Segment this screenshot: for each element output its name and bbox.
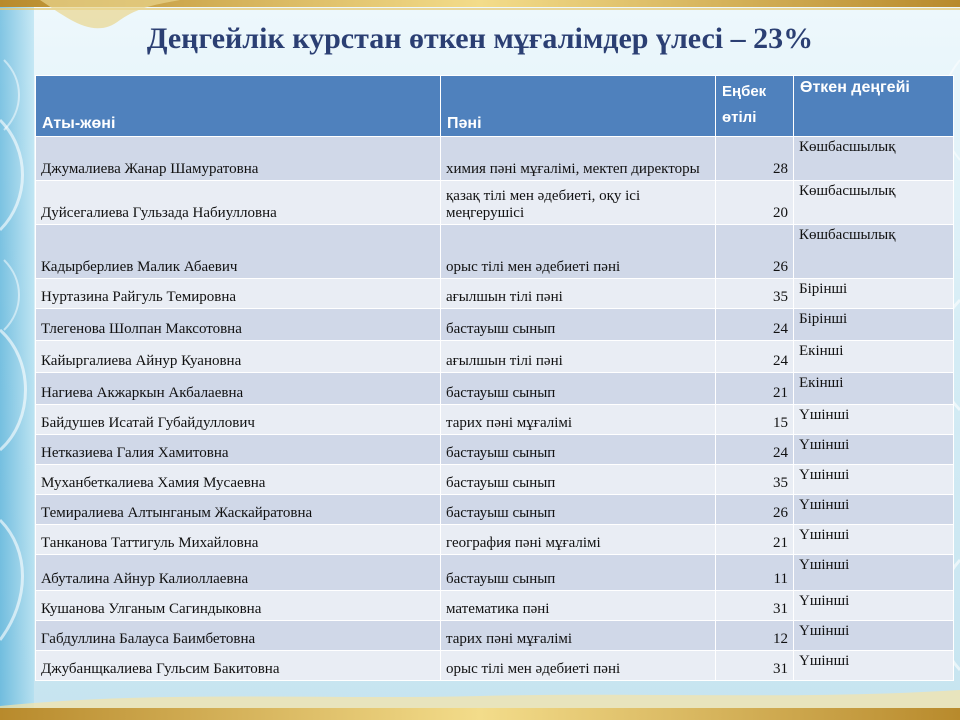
subject-cell: бастауыш сынып xyxy=(441,309,716,341)
table-row xyxy=(36,137,954,181)
teacher-name-cell: Муханбеткалиева Хамия Мусаевна xyxy=(36,465,441,495)
experience-cell: 20 xyxy=(716,181,794,225)
header-level: Өткен деңгейі xyxy=(794,76,954,137)
teacher-name-cell: Кушанова Улганым Сагиндыковна xyxy=(36,591,441,621)
teacher-name-cell: Нетказиева Галия Хамитовна xyxy=(36,435,441,465)
subject-cell: бастауыш сынып xyxy=(441,373,716,405)
subject-cell: тарих пәні мұғалімі xyxy=(441,405,716,435)
subject-cell: бастауыш сынып xyxy=(441,435,716,465)
table-row xyxy=(36,435,954,465)
table-row xyxy=(36,465,954,495)
teacher-name-cell: Кайыргалиева Айнур Куановна xyxy=(36,341,441,373)
level-cell: Үшінші xyxy=(794,651,954,681)
subject-cell: ағылшын тілі пәні xyxy=(441,279,716,309)
level-cell: Үшінші xyxy=(794,555,954,591)
experience-cell: 11 xyxy=(716,555,794,591)
subject-cell: бастауыш сынып xyxy=(441,465,716,495)
table-row xyxy=(36,525,954,555)
level-cell: Үшінші xyxy=(794,435,954,465)
level-cell: Екінші xyxy=(794,373,954,405)
subject-cell: география пәні мұғалімі xyxy=(441,525,716,555)
teacher-name-cell: Дуйсегалиева Гульзада Набиулловна xyxy=(36,181,441,225)
table-body xyxy=(36,137,954,681)
experience-cell: 35 xyxy=(716,279,794,309)
level-cell: Үшінші xyxy=(794,465,954,495)
experience-cell: 35 xyxy=(716,465,794,495)
teacher-name-cell: Тлегенова Шолпан Максотовна xyxy=(36,309,441,341)
experience-cell: 21 xyxy=(716,373,794,405)
level-cell: Көшбасшылық xyxy=(794,225,954,279)
experience-cell: 21 xyxy=(716,525,794,555)
table-row xyxy=(36,591,954,621)
level-cell: Бірінші xyxy=(794,309,954,341)
experience-cell: 26 xyxy=(716,225,794,279)
teacher-name-cell: Абуталина Айнур Калиоллаевна xyxy=(36,555,441,591)
table-row xyxy=(36,279,954,309)
experience-cell: 31 xyxy=(716,591,794,621)
subject-cell: қазақ тілі мен әдебиеті, оқу ісі меңгерушісі xyxy=(441,181,716,225)
teachers-table xyxy=(35,75,954,681)
table-row xyxy=(36,309,954,341)
table-row xyxy=(36,181,954,225)
header-experience: Еңбек өтілі xyxy=(716,76,794,137)
header-name: Аты-жөні xyxy=(36,76,441,137)
teacher-name-cell: Нагиева Акжаркын Акбалаевна xyxy=(36,373,441,405)
subject-cell: бастауыш сынып xyxy=(441,495,716,525)
experience-cell: 12 xyxy=(716,621,794,651)
level-cell: Үшінші xyxy=(794,525,954,555)
level-cell: Үшінші xyxy=(794,495,954,525)
table-header-row xyxy=(36,76,954,137)
table-row xyxy=(36,341,954,373)
subject-cell: орыс тілі мен әдебиеті пәні xyxy=(441,225,716,279)
teacher-name-cell: Байдушев Исатай Губайдуллович xyxy=(36,405,441,435)
table-row xyxy=(36,495,954,525)
experience-cell: 31 xyxy=(716,651,794,681)
subject-cell: химия пәні мұғалімі, мектеп директоры xyxy=(441,137,716,181)
level-cell: Үшінші xyxy=(794,621,954,651)
level-cell: Бірінші xyxy=(794,279,954,309)
table-row xyxy=(36,621,954,651)
teacher-name-cell: Габдуллина Балауса Баимбетовна xyxy=(36,621,441,651)
table-row xyxy=(36,405,954,435)
subject-cell: ағылшын тілі пәні xyxy=(441,341,716,373)
experience-cell: 24 xyxy=(716,435,794,465)
subject-cell: бастауыш сынып xyxy=(441,555,716,591)
teacher-name-cell: Кадырберлиев Малик Абаевич xyxy=(36,225,441,279)
subject-cell: математика пәні xyxy=(441,591,716,621)
teacher-name-cell: Нуртазина Райгуль Темировна xyxy=(36,279,441,309)
table-row xyxy=(36,373,954,405)
header-subject: Пәні xyxy=(441,76,716,137)
level-cell: Көшбасшылық xyxy=(794,137,954,181)
teacher-name-cell: Джумалиева Жанар Шамуратовна xyxy=(36,137,441,181)
experience-cell: 24 xyxy=(716,341,794,373)
experience-cell: 24 xyxy=(716,309,794,341)
table-row xyxy=(36,651,954,681)
subject-cell: тарих пәні мұғалімі xyxy=(441,621,716,651)
level-cell: Үшінші xyxy=(794,405,954,435)
teacher-name-cell: Танканова Таттигуль Михайловна xyxy=(36,525,441,555)
subject-cell: орыс тілі мен әдебиеті пәні xyxy=(441,651,716,681)
experience-cell: 15 xyxy=(716,405,794,435)
table-row xyxy=(36,225,954,279)
teacher-name-cell: Джубанщкалиева Гульсим Бакитовна xyxy=(36,651,441,681)
experience-cell: 28 xyxy=(716,137,794,181)
teacher-name-cell: Темиралиева Алтынганым Жаскайратовна xyxy=(36,495,441,525)
experience-cell: 26 xyxy=(716,495,794,525)
level-cell: Үшінші xyxy=(794,591,954,621)
level-cell: Екінші xyxy=(794,341,954,373)
level-cell: Көшбасшылық xyxy=(794,181,954,225)
slide-title: Деңгейлік курстан өткен мұғалімдер үлесі – 23% xyxy=(146,22,814,55)
table-row xyxy=(36,555,954,591)
